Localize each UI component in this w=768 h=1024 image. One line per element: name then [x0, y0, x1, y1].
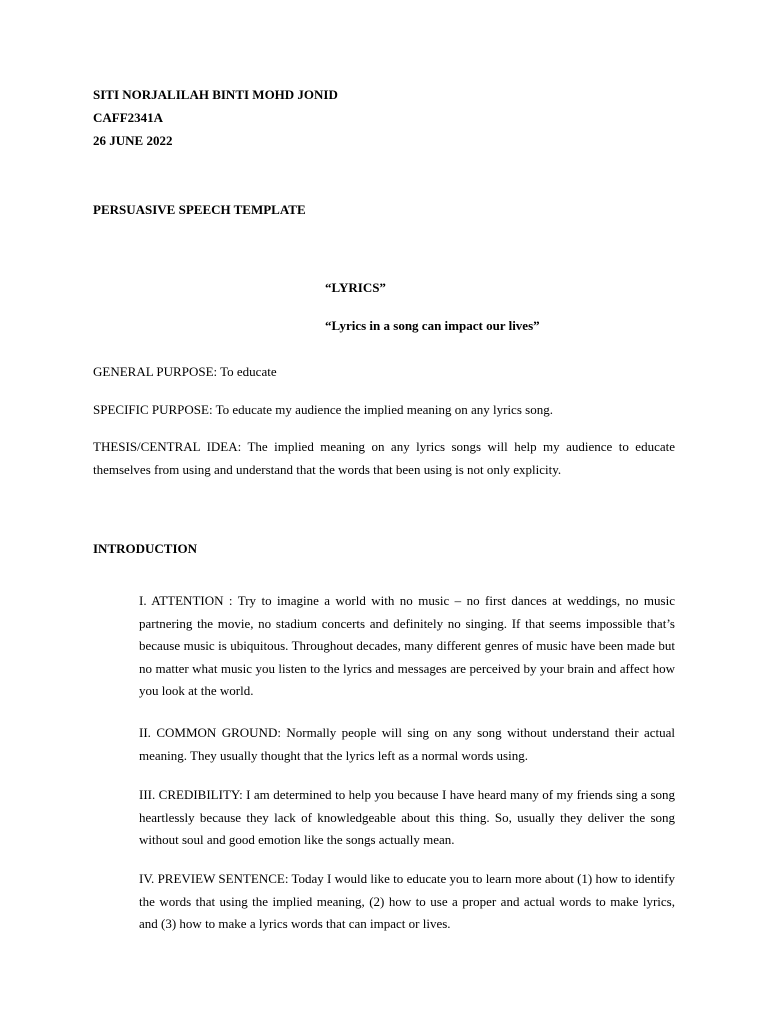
preview-paragraph: IV. PREVIEW SENTENCE: Today I would like to educate you to learn more about (1) how to identify the words that using the implied meaning, (2) how to use a proper and actual words to make lyrics, and (3) how to make a lyrics words that can impact or lives.: [139, 871, 675, 931]
document-date: 26 JUNE 2022: [93, 133, 173, 148]
speech-subtitle: “Lyrics in a song can impact our lives”: [325, 318, 540, 333]
thesis-paragraph: THESIS/CENTRAL IDEA: The implied meaning on any lyrics songs will help my audience to educate themselves from using and understand that the words that been using is not only explicity.: [93, 439, 675, 477]
introduction-heading: INTRODUCTION: [93, 541, 198, 556]
document-title: PERSUASIVE SPEECH TEMPLATE: [93, 202, 306, 217]
author-name: SITI NORJALILAH BINTI MOHD JONID: [93, 87, 338, 102]
attention-paragraph: I. ATTENTION : Try to imagine a world with no music – no first dances at weddings, no music partnering the movie, no stadium concerts and definitely no singing. If that seems impossible that’s because music is ubiquitous. Throughout decades, many different genres of music have been made but no matter what music you listen to the lyrics and messages are perceived by your brain and affect how you look at the world.: [139, 593, 675, 698]
course-code: CAFF2341A: [93, 110, 164, 125]
specific-purpose: SPECIFIC PURPOSE: To educate my audience the implied meaning on any lyrics song.: [93, 402, 553, 417]
general-purpose: GENERAL PURPOSE: To educate: [93, 364, 277, 379]
credibility-paragraph: III. CREDIBILITY: I am determined to help you because I have heard many of my friends sing a song heartlessly because they lack of knowledgeable about this thing. So, usually they deliver the song without soul and good emotion like the songs actually mean.: [139, 787, 675, 847]
speech-title: “LYRICS”: [325, 280, 386, 295]
common-ground-paragraph: II. COMMON GROUND: Normally people will sing on any song without understand their actual meaning. They usually thought that the lyrics left as a normal words using.: [139, 725, 675, 763]
